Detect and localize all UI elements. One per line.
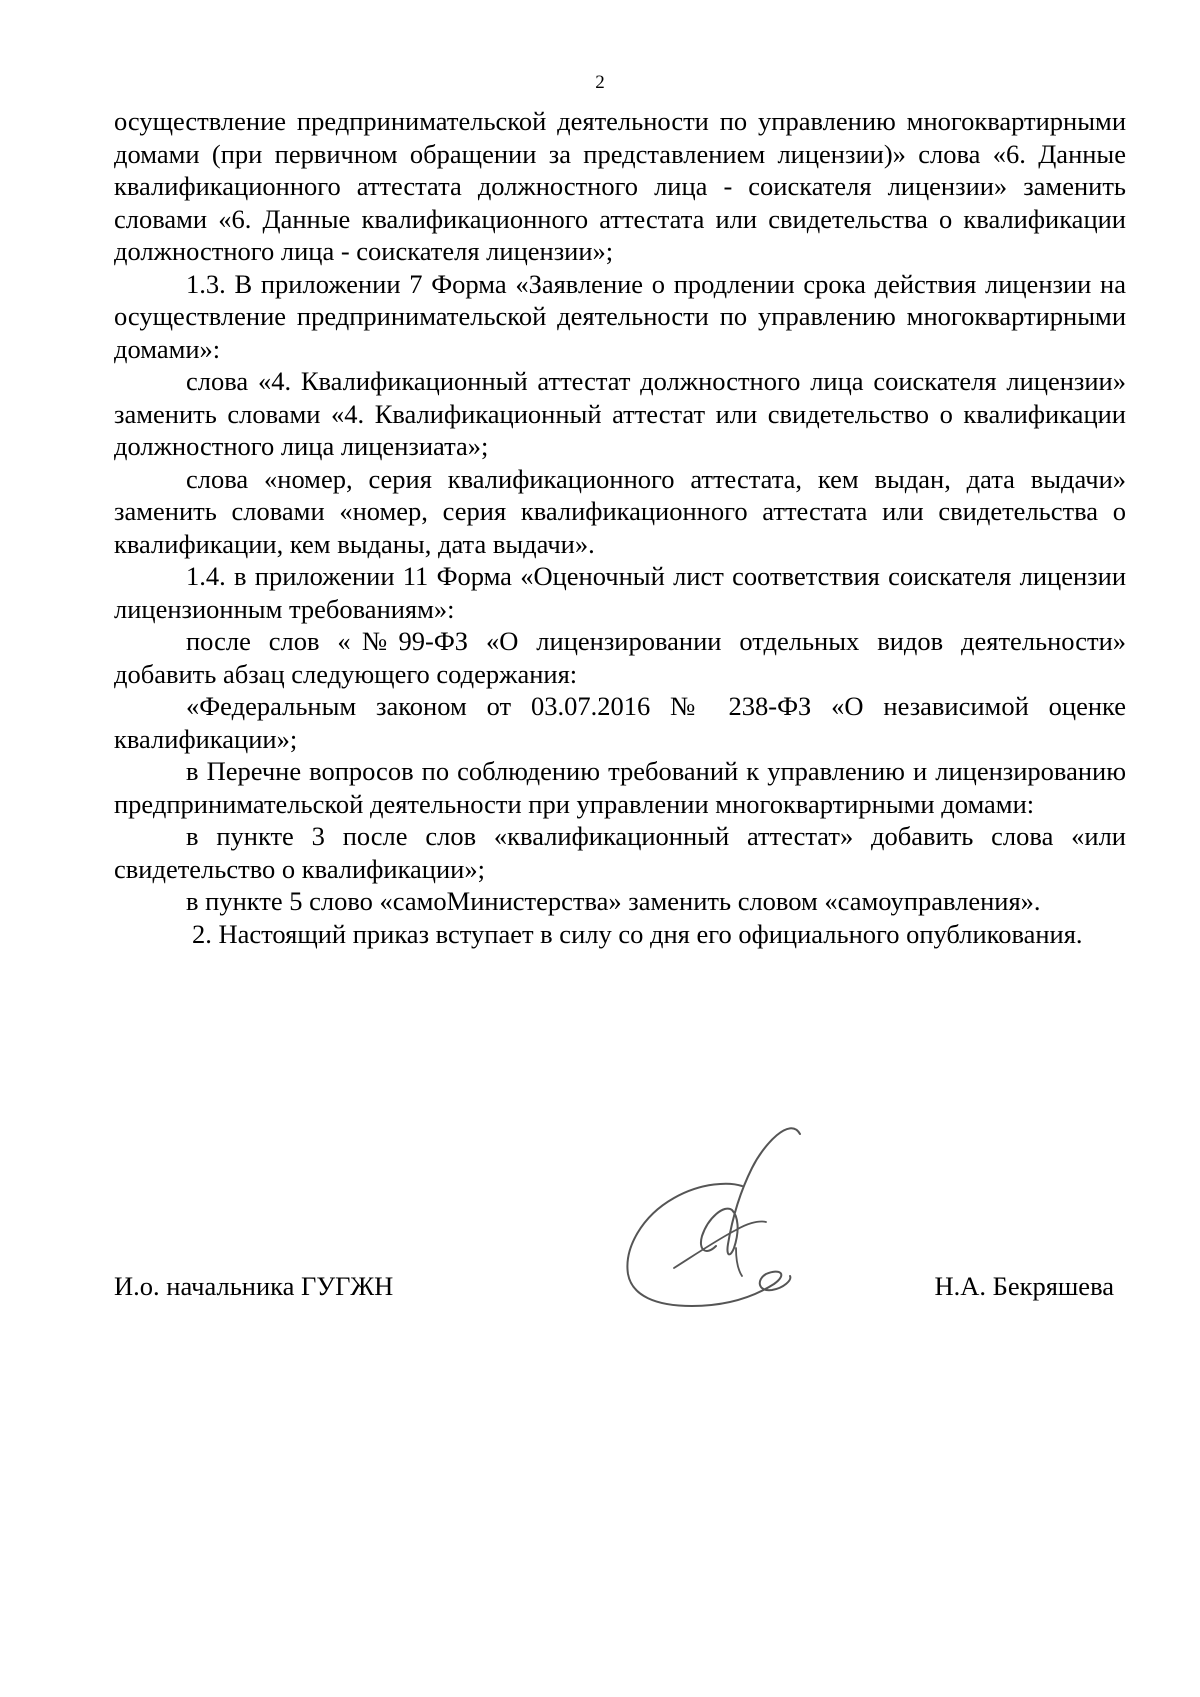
paragraph-10: в пункте 5 слово «самоМинистерства» заменить словом «самоуправления». (186, 886, 1041, 916)
paragraph-4: слова «номер, серия квалификационного аттестата, кем выдан, дата выдачи» заменить словами «номер, серия квалификационного аттестата или свидетельства о квалификации, кем выданы, дата выдачи». (114, 463, 1126, 559)
paragraph-8: в Перечне вопросов по соблюдению требований к управлению и лицензированию предпринимательской деятельности при управлении многоквартирными домами: (114, 756, 1126, 819)
paragraph-9: в пункте 3 после слов «квалификационный аттестат» добавить слова «или свидетельство о квалификации»; (114, 821, 1126, 884)
document-body (114, 105, 1126, 950)
paragraph-7: «Федеральным законом от 03.07.2016 № 238-ФЗ «О независимой оценке квалификации»; (114, 691, 1126, 754)
paragraph-1: осуществление предпринимательской деятельности по управлению многоквартирными домами (при первичном обращении за представлением лицензии)» слова «6. Данные квалификационного аттестата должностного лица - соискателя лицензии» заменить словами «6. Данные квалификационного аттестата или свидетельства о квалификации должностного лица - соискателя лицензии»; (114, 106, 1126, 266)
signer-name: Н.А. Бекряшева (934, 1271, 1114, 1301)
paragraph-11: 2. Настоящий приказ вступает в силу со дня его официального опубликования. (192, 918, 1083, 949)
paragraph-5: 1.4. в приложении 11 Форма «Оценочный лист соответствия соискателя лицензии лицензионным требованиям»: (114, 561, 1126, 624)
paragraph-6: после слов «№99-ФЗ «О лицензировании отдельных видов деятельности» добавить абзац следующего содержания: (114, 626, 1126, 689)
page-number: 2 (595, 72, 605, 93)
signature-block (114, 1270, 1126, 1310)
paragraph-2: 1.3. В приложении 7 Форма «Заявление о продлении срока действия лицензии на осуществление предпринимательской деятельности по управлению многоквартирными домами»: (114, 268, 1126, 364)
signer-title: И.о. начальника ГУГЖН (114, 1271, 394, 1301)
paragraph-3: слова «4. Квалификационный аттестат должностного лица соискателя лицензии» заменить словами «4. Квалификационный аттестат или свидетельство о квалификации должностного лица лицензиата»; (114, 366, 1126, 461)
